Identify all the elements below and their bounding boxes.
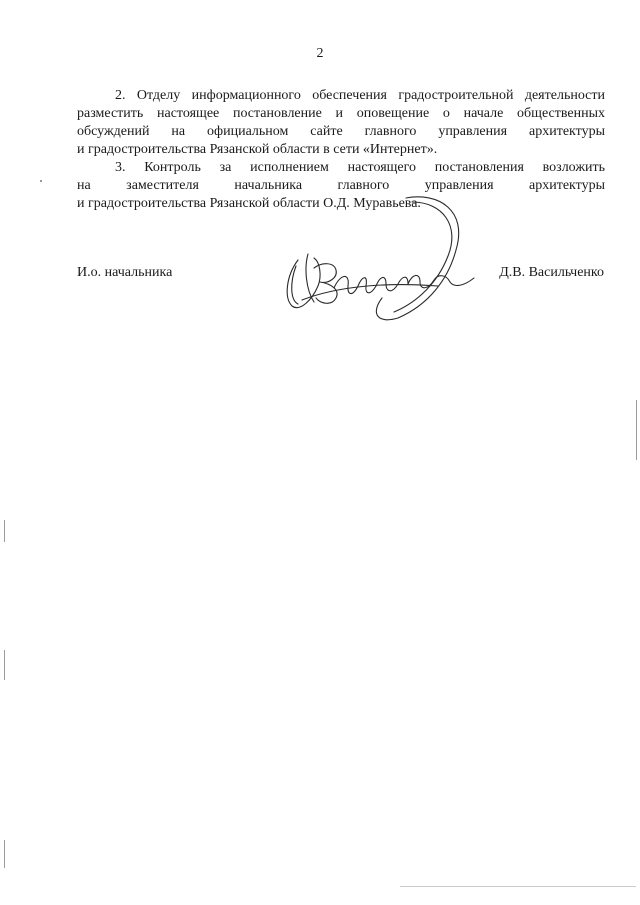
paragraph-3-line-2: на заместителя начальника главного управления архитектуры (77, 178, 605, 193)
paragraph-3-line-1: 3. Контроль за исполнением настоящего постановления возложить (115, 160, 605, 175)
paragraph-2-line-1: 2. Отделу информационного обеспечения градостроительной деятельности (115, 88, 605, 103)
paragraph-2-line-4: и градостроительства Рязанской области в сети «Интернет». (77, 142, 438, 157)
paragraph-2-line-3: обсуждений на официальном сайте главного управления архитектуры (77, 124, 605, 139)
signatory-name: Д.В. Васильченко (499, 265, 604, 280)
paragraph-2-line-2: разместить настоящее постановление и оповещение о начале общественных (77, 106, 605, 121)
page-number: 2 (316, 46, 324, 61)
paragraph-3-line-3: и градостроительства Рязанской области О.Д. Муравьева. (77, 196, 421, 211)
signatory-position: И.о. начальника (77, 265, 173, 280)
